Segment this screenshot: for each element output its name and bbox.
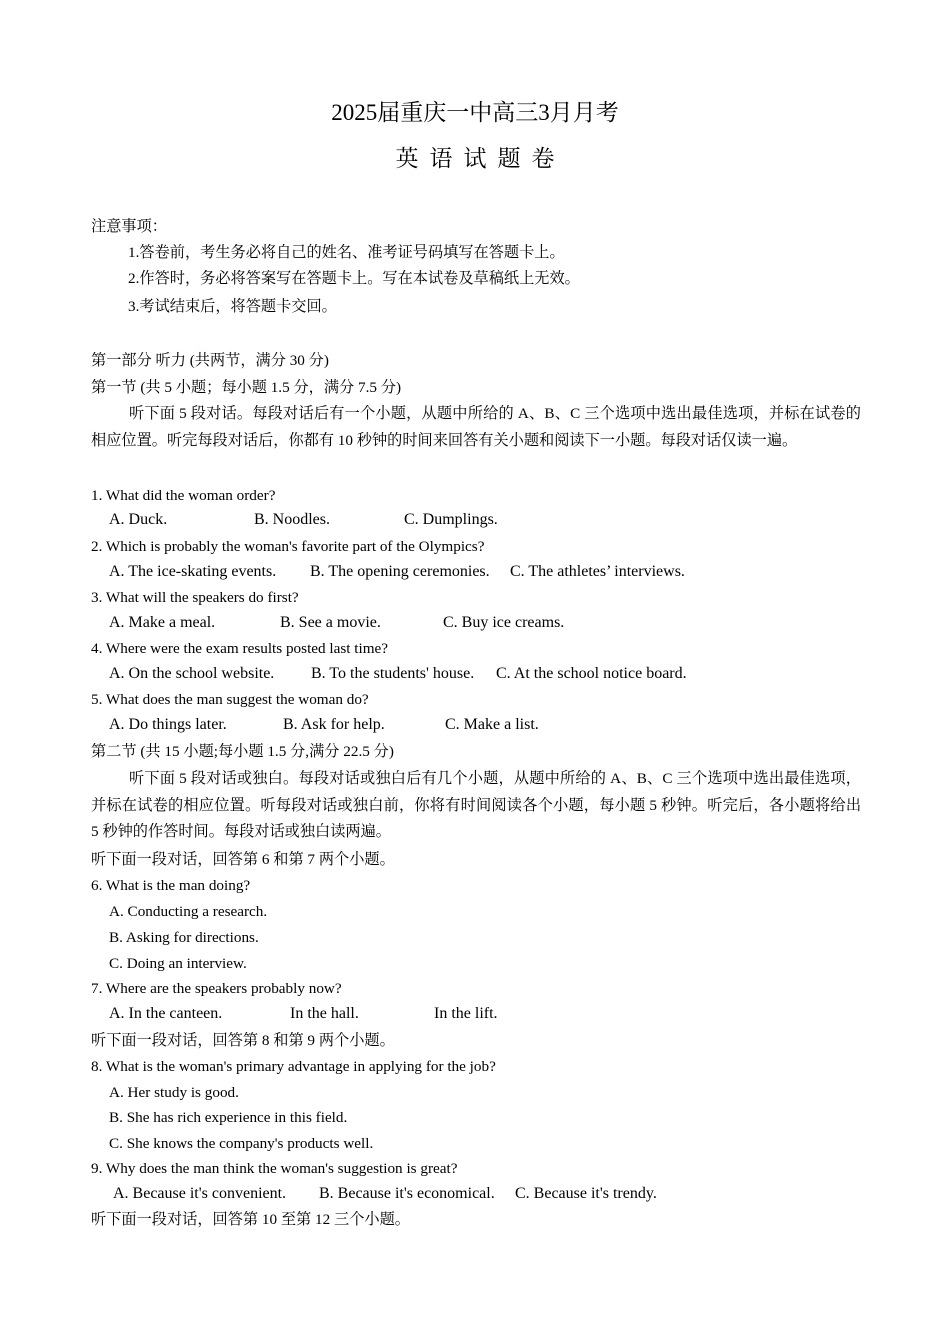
option: C. The athletes’ interviews. [510,563,685,580]
option: B. See a movie. [280,614,381,631]
option: C. Buy ice creams. [443,614,565,631]
exam-title: 2025届重庆一中高三3月月考 [331,100,619,125]
option-row [0,1005,950,1025]
option-row [0,563,950,583]
question: 9. Why does the man think the woman's suggestion is great? [91,1160,458,1177]
option-row [0,1185,950,1205]
option: A. Make a meal. [109,614,216,631]
option: B. Noodles. [254,511,330,528]
option: A. Her study is good. [109,1084,239,1101]
question: 7. Where are the speakers probably now? [91,980,342,997]
dialog-intro: 听下面一段对话，回答第 6 和第 7 两个小题。 [91,851,395,868]
exam-subtitle: 英语试题卷 [395,146,566,171]
dialog-intro: 听下面一段对话，回答第 10 至第 12 三个小题。 [91,1211,410,1228]
option: B. Ask for help. [283,716,385,733]
question: 1. What did the woman order? [91,487,276,504]
option: B. Because it's economical. [319,1185,495,1202]
question: 4. Where were the exam results posted last time? [91,640,389,657]
option-row [0,614,950,634]
option: A. Conducting a research. [109,903,268,920]
section1-instructions: 听下面 5 段对话。每段对话后有一个小题，从题中所给的 A、B、C 三个选项中选出最佳选项，并标在试卷的相应位置。听完每段对话后，你都有 10 秒钟的时间来回答有关小题和阅读下一小题。每段对话仅读一遍。 [91,405,861,449]
question: 3. What will the speakers do first? [91,589,299,606]
notice-item: 3.考试结束后，将答题卡交回。 [128,298,337,315]
notice-heading: 注意事项： [91,218,167,235]
question: 2. Which is probably the woman's favorite part of the Olympics? [91,538,485,555]
option: C. She knows the company's products well. [109,1135,374,1152]
option: C. Make a list. [445,716,539,733]
option: A. Because it's convenient. [113,1185,287,1202]
question: 6. What is the man doing? [91,877,251,894]
notice-item: 2.作答时，务必将答案写在答题卡上。写在本试卷及草稿纸上无效。 [128,270,580,287]
option: A. Do things later. [109,716,227,733]
option: C. Dumplings. [404,511,498,528]
option: B. To the students' house. [311,665,475,682]
option: A. Duck. [109,511,168,528]
option: C. At the school notice board. [496,665,687,682]
section2-instructions: 听下面 5 段对话或独白。每段对话或独白后有几个小题，从题中所给的 A、B、C 三个选项中选出最佳选项，并标在试卷的相应位置。听每段对话或独白前，你将有时间阅读各个小题，每小题 5 秒钟。听完后，各小题将给出 5 秒钟的作答时间。每段对话或独白读两遍。 [91,770,861,841]
option-row [0,716,950,736]
option-row [0,665,950,685]
option: B. The opening ceremonies. [310,563,490,580]
option: C. Doing an interview. [109,955,247,972]
option: In the hall. [290,1005,359,1022]
option: A. The ice-skating events. [109,563,277,580]
section2-heading: 第二节 (共 15 小题;每小题 1.5 分,满分 22.5 分) [91,743,394,760]
question: 8. What is the woman's primary advantage in applying for the job? [91,1058,496,1075]
option: A. On the school website. [109,665,275,682]
option: A. In the canteen. [109,1005,223,1022]
part1-heading: 第一部分 听力 (共两节，满分 30 分) [91,352,329,369]
option-row [0,511,950,531]
section1-heading: 第一节 (共 5 小题；每小题 1.5 分，满分 7.5 分) [91,379,402,396]
option: B. Asking for directions. [109,929,259,946]
option: In the lift. [434,1005,498,1022]
question: 5. What does the man suggest the woman do? [91,691,369,708]
option: C. Because it's trendy. [515,1185,657,1202]
dialog-intro: 听下面一段对话，回答第 8 和第 9 两个小题。 [91,1032,395,1049]
notice-item: 1.答卷前，考生务必将自己的姓名、准考证号码填写在答题卡上。 [128,244,565,261]
option: B. She has rich experience in this field. [109,1109,348,1126]
